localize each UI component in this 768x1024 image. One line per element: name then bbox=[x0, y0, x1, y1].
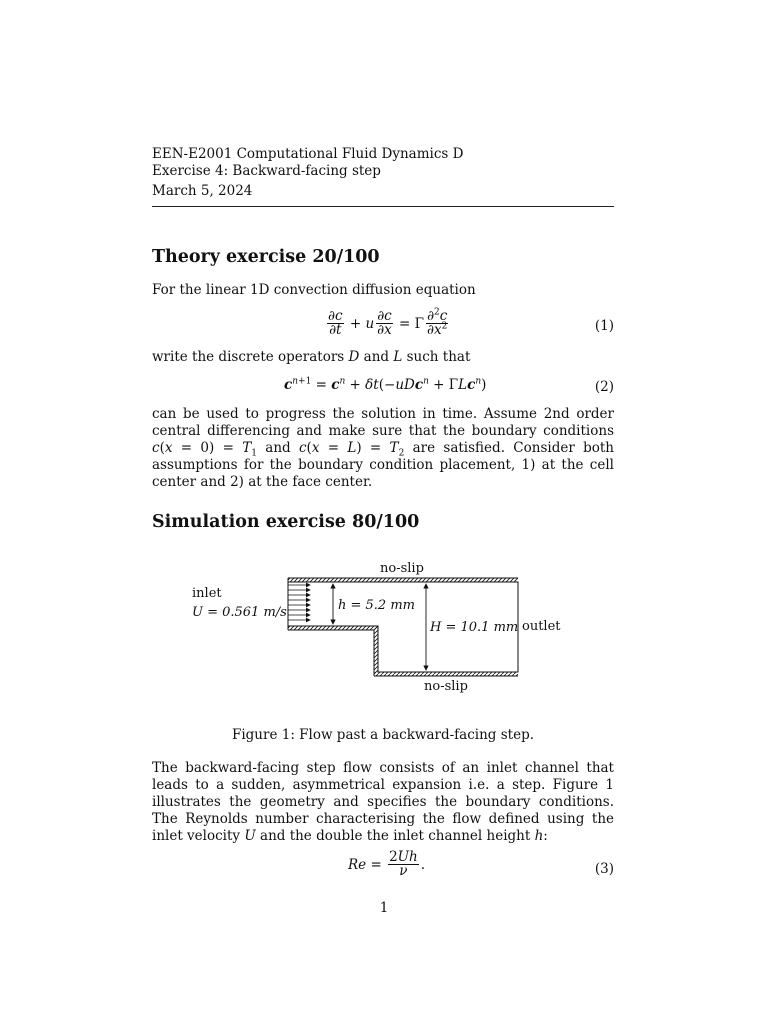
outlet-label: outlet bbox=[522, 619, 561, 634]
step-wall bbox=[374, 626, 378, 674]
simulation-heading: Simulation exercise 80/100 bbox=[152, 512, 420, 532]
top-wall bbox=[288, 578, 518, 582]
theory-body: can be used to progress the solution in time. Assume 2nd order central differencing and make sure that the boundary conditions $c(x = 0) = T_1$ and $c(x = L) = T_2$ are satisfied. Consider both assumptions for the boundary condition placement, 1) at the cell center and 2) at the face center. bbox=[152, 406, 614, 490]
top-no-slip-label: no-slip bbox=[380, 561, 424, 576]
equation-2-number: (2) bbox=[594, 379, 614, 395]
bottom-wall bbox=[374, 672, 518, 676]
inlet-velocity-arrows bbox=[288, 585, 310, 620]
document-date: March 5, 2024 bbox=[152, 183, 253, 199]
course-title: EEN-E2001 Computational Fluid Dynamics D bbox=[152, 146, 464, 162]
backward-facing-step-figure bbox=[150, 550, 620, 700]
inlet-velocity-label: U = 0.561 m/s bbox=[192, 605, 287, 620]
simulation-body: The backward-facing step flow consists of an inlet channel that leads to a sudden, asymmetrical expansion i.e. a step. Figure 1 illustrates the geometry and specifies the boundary conditions. The Reynolds number characterising the flow defined using the inlet velocity U and the double the inlet channel height h: bbox=[152, 760, 614, 844]
equation-3: Re = $\frac{2Uh}{\nu}$ . bbox=[348, 849, 426, 879]
page-number: 1 bbox=[379, 900, 389, 916]
header-rule bbox=[152, 206, 614, 207]
theory-intro: For the linear 1D convection diffusion equation bbox=[152, 282, 476, 298]
theory-operators-text: write the discrete operators D and L such that bbox=[152, 349, 471, 365]
equation-1-number: (1) bbox=[594, 318, 614, 334]
inlet-bottom-wall bbox=[288, 626, 378, 630]
bottom-no-slip-label: no-slip bbox=[424, 679, 468, 694]
inlet-label: inlet bbox=[192, 586, 222, 601]
equation-2: $c^{n+1} = c^n + \delta t(-uDc^n + \Gamma Lc^n)$ bbox=[284, 376, 487, 393]
theory-heading: Theory exercise 20/100 bbox=[152, 247, 380, 267]
figure-caption: Figure 1: Flow past a backward-facing step. bbox=[231, 727, 535, 743]
equation-3-number: (3) bbox=[594, 861, 614, 877]
exercise-title: Exercise 4: Backward-facing step bbox=[152, 163, 381, 179]
H-label: H = 10.1 mm bbox=[430, 620, 519, 635]
equation-1: $\frac{\partial c}{\partial t}$ + u $\frac{\partial c}{\partial x}$ = Γ $\frac{\partial^2c}{\partial x^2}$ bbox=[328, 307, 448, 338]
h-label: h = 5.2 mm bbox=[338, 598, 415, 613]
